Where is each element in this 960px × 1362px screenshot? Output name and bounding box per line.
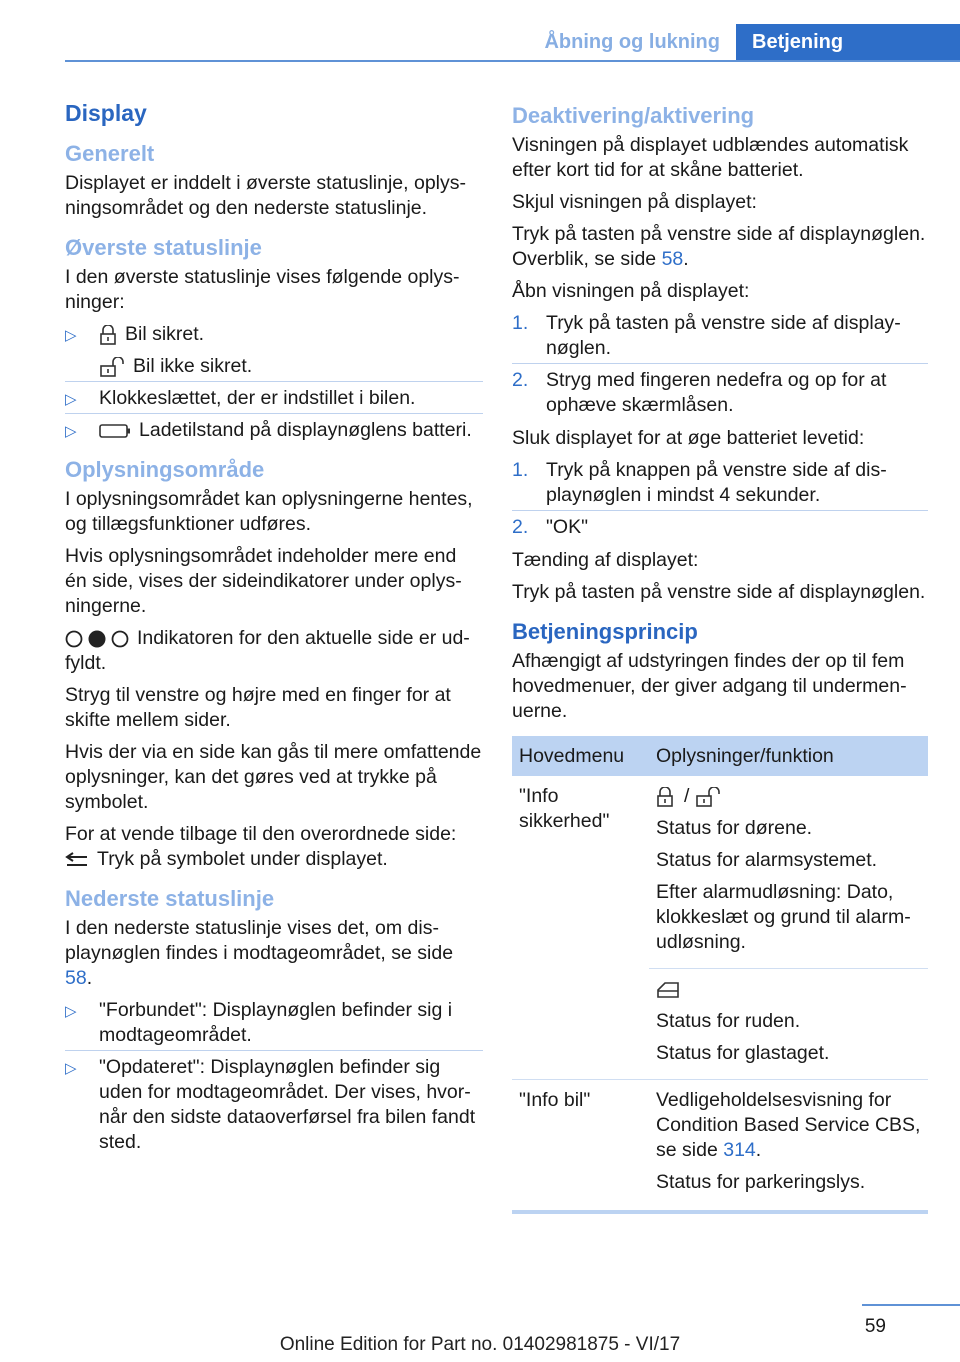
step-number: 1. bbox=[512, 459, 529, 481]
page-number: 59 bbox=[864, 1316, 886, 1337]
footer-rule bbox=[862, 1304, 960, 1306]
edition-text: Online Edition for Part no. 01402981875 - VI/17 bbox=[279, 1334, 681, 1355]
table-header-row bbox=[512, 736, 928, 776]
list-item bbox=[65, 418, 483, 443]
cell-menu-empty bbox=[512, 969, 649, 1080]
window-icon bbox=[656, 981, 680, 999]
deakt-p6: Tænding af displayet: bbox=[512, 549, 699, 571]
heading-oplysningsomraade: Oplysningsområde bbox=[65, 457, 265, 482]
step-number: 2. bbox=[512, 516, 529, 538]
nederste-list bbox=[65, 998, 483, 1155]
page-header bbox=[0, 24, 960, 62]
step-text: Stryg med fingeren nedefra og op for at ophæve skærmlåsen. bbox=[546, 369, 887, 416]
cell-text: Status for ruden. bbox=[656, 1010, 801, 1032]
heading-generelt: Generelt bbox=[65, 141, 155, 166]
step-text: Tryk på knappen på venstre side af displaynøglen i mindst 4 sekunder. bbox=[546, 459, 887, 506]
nederste-intro-text: I den nederste statuslinje vises det, om displaynøglen findes i modtageområdet, se side bbox=[65, 917, 454, 964]
list-item bbox=[512, 458, 928, 508]
betjening-p1: Afhængigt af udstyringen findes der op til fem hovedmenuer, der giver adgang til undermenuerne. bbox=[512, 650, 907, 722]
item-opdateret: "Opdateret": Displaynøglen befinder sig uden for modtageområdet. Der vises, hvornår den sidste dataoverførsel fra bilen fandt sted. bbox=[99, 1056, 476, 1153]
table-bottom-rule bbox=[512, 1210, 928, 1214]
lock-open-icon bbox=[99, 357, 125, 377]
item-battery-text: Ladetilstand på displaynøglens batteri. bbox=[139, 419, 472, 441]
page-link-58[interactable]: 58 bbox=[661, 248, 684, 270]
cell-text: Vedligeholdelsesvisning for Condition Based Service CBS, se side bbox=[656, 1089, 921, 1161]
heading-betjeningsprincip: Betjeningsprincip bbox=[512, 619, 698, 644]
steps-open bbox=[512, 311, 928, 418]
bullet-icon: ▷ bbox=[65, 1003, 77, 1020]
bullet-icon: ▷ bbox=[65, 1060, 77, 1077]
cell-menu: "Info sikkerhed" bbox=[519, 785, 610, 832]
list-item bbox=[65, 322, 483, 379]
deakt-p5: Sluk displayet for at øge batteriet levetid: bbox=[512, 427, 865, 449]
nederste-period: . bbox=[86, 967, 93, 989]
step-number: 1. bbox=[512, 312, 529, 334]
oplysning-p3 bbox=[65, 626, 483, 676]
indicator-text: Indikatoren for den aktuelle side er udfyldt. bbox=[65, 627, 470, 674]
table-row bbox=[512, 1080, 928, 1209]
section-title-display: Display bbox=[65, 100, 147, 126]
menu-table bbox=[512, 736, 928, 1208]
deakt-p2: Skjul visningen på displayet: bbox=[512, 191, 757, 213]
bullet-icon: ▷ bbox=[65, 327, 77, 344]
table-header-info: Oplysninger/funktion bbox=[649, 736, 928, 776]
oplysning-p6 bbox=[65, 822, 483, 872]
cell-text: Status for parkeringslys. bbox=[656, 1171, 866, 1193]
cell-text: Status for glastaget. bbox=[656, 1042, 830, 1064]
deakt-p7: Tryk på tasten på venstre side af displaynøglen. bbox=[512, 581, 926, 603]
oplysning-p1: I oplysningsområdet kan oplysningerne hentes, og tillægsfunktioner udføres. bbox=[65, 488, 473, 535]
item-forbundet: "Forbundet": Displaynøglen befinder sig i modtageområdet. bbox=[99, 999, 453, 1046]
generelt-text: Displayet er inddelt i øverste statuslinje, oplysningsområdet og den nederste statuslinje. bbox=[65, 172, 467, 219]
oeverste-list bbox=[65, 322, 483, 443]
heading-deaktivering: Deaktivering/aktivering bbox=[512, 103, 755, 128]
header-rule bbox=[65, 60, 960, 62]
bullet-icon: ▷ bbox=[65, 391, 77, 408]
deakt-p3 bbox=[512, 222, 928, 272]
list-item bbox=[65, 386, 483, 411]
list-item bbox=[512, 311, 928, 361]
steps-off bbox=[512, 458, 928, 540]
cell-menu: "Info bil" bbox=[512, 1080, 649, 1209]
deakt-p1: Visningen på displayet udblændes automatisk efter kort tid for at skåne batteriet. bbox=[512, 134, 909, 181]
list-item bbox=[65, 1055, 483, 1155]
cell-info bbox=[649, 1080, 928, 1209]
back-intro-text: For at vende tilbage til den overordnede side: bbox=[65, 823, 457, 845]
lock-open-icon bbox=[695, 787, 721, 807]
nederste-intro bbox=[65, 916, 483, 991]
list-item bbox=[65, 998, 483, 1048]
step-number: 2. bbox=[512, 369, 529, 391]
bullet-icon: ▷ bbox=[65, 423, 77, 440]
lock-closed-icon bbox=[656, 787, 674, 807]
item-unlocked-text: Bil ikke sikret. bbox=[133, 355, 253, 377]
oeverste-intro: I den øverste statuslinje vises følgende oplysninger: bbox=[65, 266, 460, 313]
list-item bbox=[512, 368, 928, 418]
oplysning-p4: Stryg til venstre og højre med en finger for at skifte mellem sider. bbox=[65, 684, 451, 731]
step-text: Tryk på tasten på venstre side af displaynøglen. bbox=[546, 312, 901, 359]
back-arrow-icon bbox=[65, 852, 89, 868]
right-column bbox=[512, 100, 928, 1214]
heading-nederste-statuslinje: Nederste statuslinje bbox=[65, 886, 275, 911]
cell-text: Efter alarmudløsning: Dato, klokkeslæt og grund til alarmudløsning. bbox=[656, 881, 911, 953]
oplysning-p2: Hvis oplysningsområdet indeholder mere end én side, vises der sideindikatorer under oplysningerne. bbox=[65, 545, 462, 617]
page-link-58[interactable]: 58 bbox=[65, 967, 87, 989]
cell-period: . bbox=[755, 1139, 762, 1161]
left-column bbox=[65, 100, 483, 1162]
cell-text: Status for dørene. bbox=[656, 817, 813, 839]
deakt-p3-text: Tryk på tasten på venstre side af displaynøglen. Overblik, se side bbox=[512, 223, 926, 270]
oplysning-p5: Hvis der via en side kan gås til mere omfattende oplysninger, kan det gøres ved at trykke på symbolet. bbox=[65, 741, 482, 813]
cell-info bbox=[649, 969, 928, 1080]
header-tab-section[interactable]: Åbning og lukning bbox=[544, 31, 720, 53]
deakt-p4: Åbn visningen på displayet: bbox=[512, 280, 750, 302]
item-locked-text: Bil sikret. bbox=[125, 323, 205, 345]
header-tab-active[interactable]: Betjening bbox=[736, 24, 960, 62]
back-text: Tryk på symbolet under displayet. bbox=[97, 848, 388, 870]
lock-closed-icon bbox=[99, 325, 117, 345]
table-row bbox=[512, 776, 928, 969]
page-indicator-icon bbox=[65, 629, 129, 649]
table-header-menu: Hovedmenu bbox=[512, 736, 649, 776]
list-item bbox=[512, 515, 928, 540]
icon-separator: / bbox=[684, 785, 690, 807]
heading-oeverste-statuslinje: Øverste statuslinje bbox=[65, 235, 262, 260]
page-link-314[interactable]: 314 bbox=[723, 1139, 756, 1161]
cell-info bbox=[649, 776, 928, 969]
cell-text: Status for alarmsystemet. bbox=[656, 849, 878, 871]
item-clock-text: Klokkeslættet, der er indstillet i bilen. bbox=[99, 387, 416, 409]
battery-icon bbox=[99, 424, 131, 438]
table-row bbox=[512, 969, 928, 1080]
step-text: "OK" bbox=[546, 516, 589, 538]
deakt-p3-end: . bbox=[683, 248, 689, 270]
